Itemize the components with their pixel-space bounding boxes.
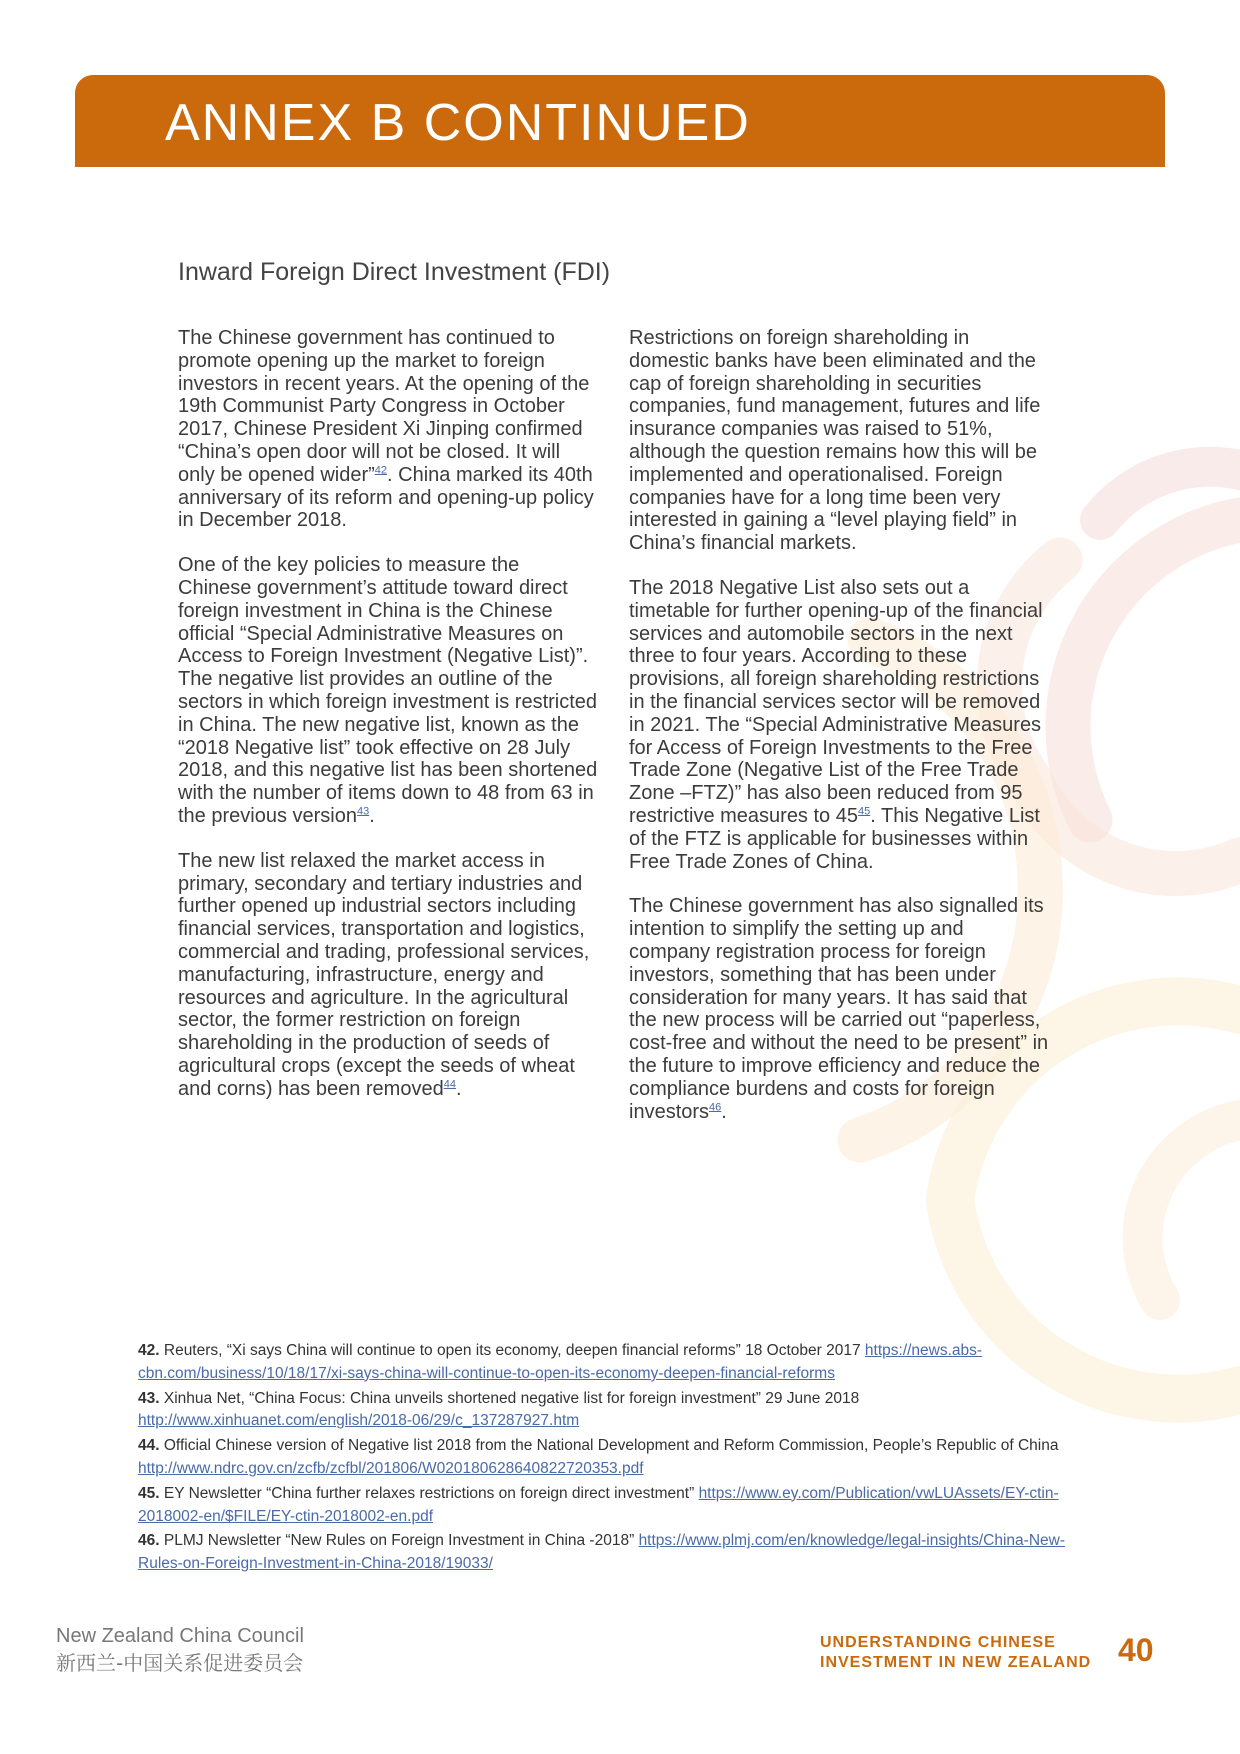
footnote-ref-44[interactable]: 44 xyxy=(443,1078,456,1091)
footnote-item xyxy=(138,1340,1068,1386)
publication-title-line: INVESTMENT IN NEW ZEALAND xyxy=(820,1654,1092,1671)
footnote-number: 44. xyxy=(138,1437,160,1455)
paragraph-text: One of the key policies to measure the Chinese government’s attitude toward direct foreign investment in China is the Chinese official “Special Administrative Measures on Access to Foreign Investment (Negative List)”. The negative list provides an outline of the sectors in which foreign investment is restricted in China. The new negative list, known as the “2018 Negative list” took effective on 28 July 2018, and this negative list has been shortened with the number of items down to 48 from 63 in the previous version xyxy=(178,554,598,827)
footnote-number: 45. xyxy=(138,1484,160,1502)
footnote-item xyxy=(138,1388,1068,1434)
footnote-text: PLMJ Newsletter “New Rules on Foreign Investment in China -2018” xyxy=(163,1532,639,1550)
paragraph xyxy=(629,895,1049,1123)
page-header-banner xyxy=(75,75,1165,167)
footnote-text: EY Newsletter “China further relaxes restrictions on foreign direct investment” xyxy=(163,1484,699,1502)
footnote-item xyxy=(138,1435,1068,1481)
organization-footer xyxy=(56,1623,304,1677)
footnote-item xyxy=(138,1530,1068,1576)
organization-name-chinese: 新西兰-中国关系促进委员会 xyxy=(56,1651,304,1675)
page-number: 40 xyxy=(1118,1632,1154,1668)
organization-name-english: New Zealand China Council xyxy=(56,1625,304,1647)
publication-title xyxy=(820,1633,1110,1673)
publication-title-line: UNDERSTANDING CHINESE xyxy=(820,1634,1056,1651)
paragraph xyxy=(178,554,598,828)
footnote-ref-45[interactable]: 45 xyxy=(857,805,871,818)
paragraph-text: . xyxy=(455,1077,462,1100)
footnotes xyxy=(138,1340,1068,1578)
footnote-link[interactable]: http://www.ndrc.gov.cn/zcfb/zcfbl/201806/W020180628640822720353.pdf xyxy=(138,1459,644,1477)
paragraph-text: . xyxy=(369,804,375,827)
paragraph-text: The Chinese government has continued to promote opening up the market to foreign investors in recent years. At the opening of the 19th Communist Party Congress in October 2017, Chinese President Xi Jinping confirmed “China’s open door will not be closed. It will only be opened wider” xyxy=(178,327,590,486)
paragraph-text: . China marked its 40th anniversary of its reform and opening-up policy in December 2018. xyxy=(178,463,594,532)
footnote-number: 42. xyxy=(138,1342,160,1359)
paragraph-text: The 2018 Negative List also sets out a timetable for further opening-up of the financial services and automobile sectors in the next three to four years. According to these provisions, all foreign shareholding restrictions in the financial services sector will be removed in 2021. The “Special Administrative Measures for Access of Foreign Investments to the Free Trade Zone (Negative List of the Free Trade Zone –FTZ)” has also been reduced from 95 restrictive measures to 45 xyxy=(629,576,1043,827)
paragraph xyxy=(629,327,1049,555)
paragraph-text: The Chinese government has also signalled its intention to simplify the setting up and company registration process for foreign investors, something that has been under consideration for many years. It has said that the new process will be carried out “paperless, cost-free and without the need to be present” in the future to improve efficiency and reduce the compliance burdens and costs for foreign investors xyxy=(629,895,1049,1123)
paragraph xyxy=(629,577,1049,873)
footnote-ref-46[interactable]: 46 xyxy=(709,1100,722,1113)
right-text-column xyxy=(629,327,1049,1145)
footnote-item xyxy=(138,1483,1068,1529)
footnote-text: Official Chinese version of Negative list 2018 from the National Development and Reform Commission, People’s Republic of China xyxy=(163,1437,1059,1455)
footnote-text: Reuters, “Xi says China will continue to open its economy, deepen financial reforms” 18 October 2017 xyxy=(163,1342,865,1359)
footnote-text: Xinhua Net, “China Focus: China unveils shortened negative list for foreign investment” 29 June 2018 xyxy=(163,1389,860,1407)
footnote-number: 46. xyxy=(138,1532,160,1550)
paragraph-text: Restrictions on foreign shareholding in domestic banks have been eliminated and the cap of foreign shareholding in securities companies, fund management, futures and life insurance companies was raised to 51%, although the question remains how this will be implemented and operationalised. Foreign companies have for a long time been very interested in gaining a “level playing field” in China’s financial markets. xyxy=(629,327,1041,555)
footnote-link[interactable]: https://news.abs-cbn.com/business/10/18/17/xi-says-china-will-continue-to-open-its-economy-deepen-financial-reforms xyxy=(138,1342,983,1382)
paragraph xyxy=(178,327,598,532)
paragraph-text: . This Negative List of the FTZ is applicable for businesses within Free Trade Zones of China. xyxy=(629,804,1040,873)
footnote-link[interactable]: https://www.plmj.com/en/knowledge/legal-insights/China-New-Rules-on-Foreign-Investment-in-China-2018/19033/ xyxy=(138,1532,1065,1573)
footnote-ref-43[interactable]: 43 xyxy=(356,805,370,818)
footnote-ref-42[interactable]: 42 xyxy=(374,464,388,477)
paragraph xyxy=(178,850,598,1101)
paragraph-text: The new list relaxed the market access in primary, secondary and tertiary industries and further opened up industrial sectors including financial services, transportation and logistics, commercial and trading, professional services, manufacturing, infrastructure, energy and resources and agriculture. In the agricultural sector, the former restriction on foreign shareholding in the production of seeds of agricultural crops (except the seeds of wheat and corns) has been removed xyxy=(178,849,590,1100)
section-title: Inward Foreign Direct Investment (FDI) xyxy=(178,258,611,286)
footnote-link[interactable]: https://www.ey.com/Publication/vwLUAssets/EY-ctin-2018002-en/$FILE/EY-ctin-2018002-en.pdf xyxy=(138,1484,1059,1525)
footnote-number: 43. xyxy=(138,1389,160,1407)
page-title: ANNEX B CONTINUED xyxy=(165,94,751,152)
paragraph-text: . xyxy=(721,1100,727,1123)
left-text-column xyxy=(178,327,598,1123)
footnote-link[interactable]: http://www.xinhuanet.com/english/2018-06/29/c_137287927.htm xyxy=(138,1412,580,1430)
